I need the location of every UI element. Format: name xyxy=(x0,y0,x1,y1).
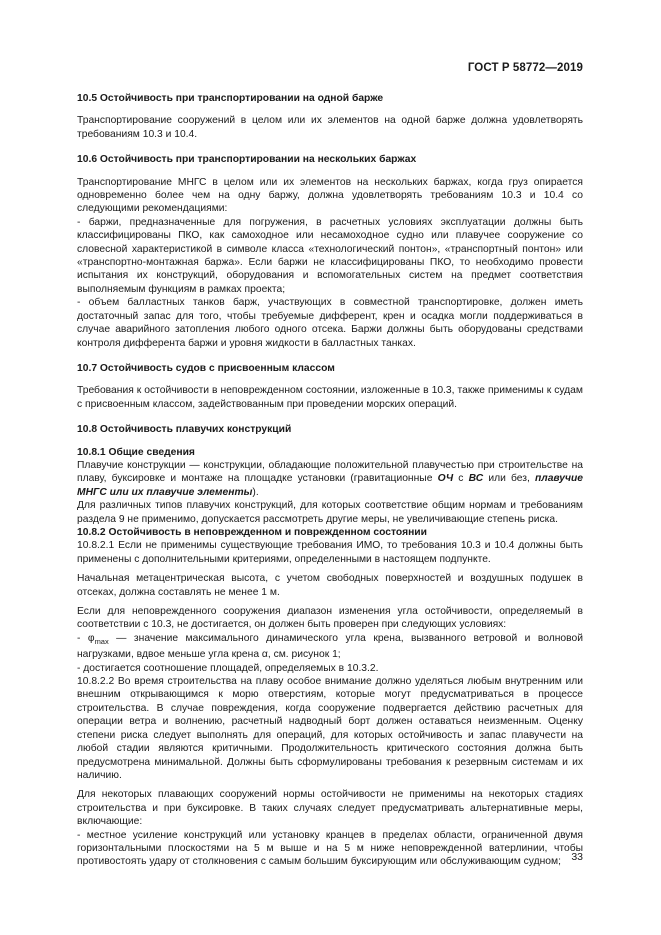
section-10-6-paragraph-3: - объем балластных танков барж, участвующих в совместной транспортировке, должен иметь достаточный запас для того, чтобы требуемые дифферент, крен и осадка могли поддерживаться в случае аварийного затопления любого одного отсека. Баржи должны быть оборудованы средствами контроля дифферента баржи и уровня жидкости в балластных танках. xyxy=(77,297,583,349)
text-run-emphasis: ОЧ xyxy=(437,473,454,485)
text-run-emphasis: ВС xyxy=(468,473,484,485)
section-10-6-paragraph-2: - баржи, предназначенные для погружения, в расчетных условиях эксплуатации должны быть классифицированы ПКО, как самоходное или несамоходное судно или плавучее сооружение со словесной характеристикой в символе класса «технологический понтон», «транспортный понтон» или «транспортно-монтажная баржа». Если баржи не классифицированы ПКО, то необходимо провести испытания их конструкций, оборудования и вспомогательных систем на предмет соответствия выполняемым функциям в рамках проекта; xyxy=(77,216,583,295)
page-number: 33 xyxy=(571,851,583,863)
text-run-subscript: max xyxy=(94,636,109,646)
section-10-8-2-paragraph-1: 10.8.2.1 Если не применимы существующие требования ИМО, то требования 10.3 и 10.4 должны быть применены с дополнительными критериями, определенными в настоящем подпункте. xyxy=(77,540,583,565)
section-10-6-title: 10.6 Остойчивость при транспортировании на нескольких баржах xyxy=(77,154,417,166)
section-10-8-1-paragraph-2: Для различных типов плавучих конструкций, для которых соответствие общим нормам и требованиям раздела 9 не применимо, допускается рассмотреть другие меры, не увеличивающие степень риска. xyxy=(77,500,583,525)
document-body xyxy=(77,92,583,869)
section-10-8-1-title: 10.8.1 Общие сведения xyxy=(77,446,195,458)
text-run: ). xyxy=(252,486,259,498)
section-10-8-1-paragraph-1 xyxy=(77,459,583,499)
section-10-7-title: 10.7 Остойчивость судов с присвоенным классом xyxy=(77,362,335,374)
text-run: или без, xyxy=(483,473,535,485)
section-10-8-2-paragraph-7: Для некоторых плавающих сооружений нормы остойчивости не применимы на некоторых стадиях строительства и при буксировке. В таких случаях следует предусматривать альтернативные меры, включающие: xyxy=(77,789,583,828)
section-10-8-2-paragraph-8: - местное усиление конструкций или установку кранцев в пределах области, ограниченной двумя горизонтальными плоскостями на 5 м выше и на 5 м ниже неповрежденной ватерлинии, чтобы противостоять удару от столкновения с самым большим буксирующим или обслуживающим судном; xyxy=(77,829,583,868)
section-10-8-2-title: 10.8.2 Остойчивость в неповрежденном и поврежденном состоянии xyxy=(77,526,427,538)
section-10-6-paragraph-1: Транспортирование МНГС в целом или их элементов на нескольких баржах, когда груз опирается одновременно более чем на одну баржу, должна удовлетворять требованиям 10.3 и 10.4 со следующими рекомендациями: xyxy=(77,176,583,215)
section-10-8-2-paragraph-2: Начальная метацентрическая высота, с учетом свободных поверхностей и воздушных подушек в отсеках, должна составлять не менее 1 м. xyxy=(77,573,583,598)
section-10-8-title: 10.8 Остойчивость плавучих конструкций xyxy=(77,424,292,436)
text-run: Плавучие конструкции — конструкции, обладающие положительной плавучестью при строительстве на плаву, буксировке и монтаже на площадке установки (гравитационные xyxy=(77,459,583,485)
text-run: с xyxy=(453,473,469,485)
text-run: - φ xyxy=(77,632,95,644)
section-10-8-2-paragraph-3: Если для неповрежденного сооружения диапазон изменения угла остойчивости, определяемый в соответствии с 10.3, не достигается, он должен быть проверен при следующих условиях: xyxy=(77,606,583,631)
text-run-emphasis: плавучие МНГС или их плавучие элементы xyxy=(77,473,583,498)
section-10-5-paragraph: Транспортирование сооружений в целом или их элементов на одной барже должна удовлетворять требованиям 10.3 и 10.4. xyxy=(77,115,583,140)
section-10-5-title: 10.5 Остойчивость при транспортировании на одной барже xyxy=(77,93,384,104)
section-10-7-paragraph: Требования к остойчивости в неповрежденном состоянии, изложенные в 10.3, также применимы к судам с присвоенным классом, задействованным при проведении морских операций. xyxy=(77,385,583,410)
section-10-8-2-paragraph-4 xyxy=(77,632,583,662)
standard-header: ГОСТ Р 58772—2019 xyxy=(467,62,583,74)
section-10-8-2-paragraph-5: - достигается соотношение площадей, определяемых в 10.3.2. xyxy=(77,662,379,674)
section-10-8-2-paragraph-6: 10.8.2.2 Во время строительства на плаву особое внимание должно уделяться любым внутренним или внешним открывающимся к морю отверстиям, которые могут предусматриваться в процессе строительства. В случае повреждения, когда сооружение подвергается действию расчетных для операции ветра и волнению, расчетный надводный борт должен оставаться неизменным. Оценку степени риска следует выполнять для операций, для которых остойчивость и запас плавучести на любой стадии являются критичными. Продолжительность критического состояния должна быть предусмотрена минимальной. Должны быть сформулированы требования к резервным системам и их наличию. xyxy=(77,676,583,781)
text-run: — значение максимального динамического угла крена, вызванного ветровой и волновой нагрузками, вдвое меньше угла крена α, см. рисунок 1; xyxy=(77,632,583,661)
